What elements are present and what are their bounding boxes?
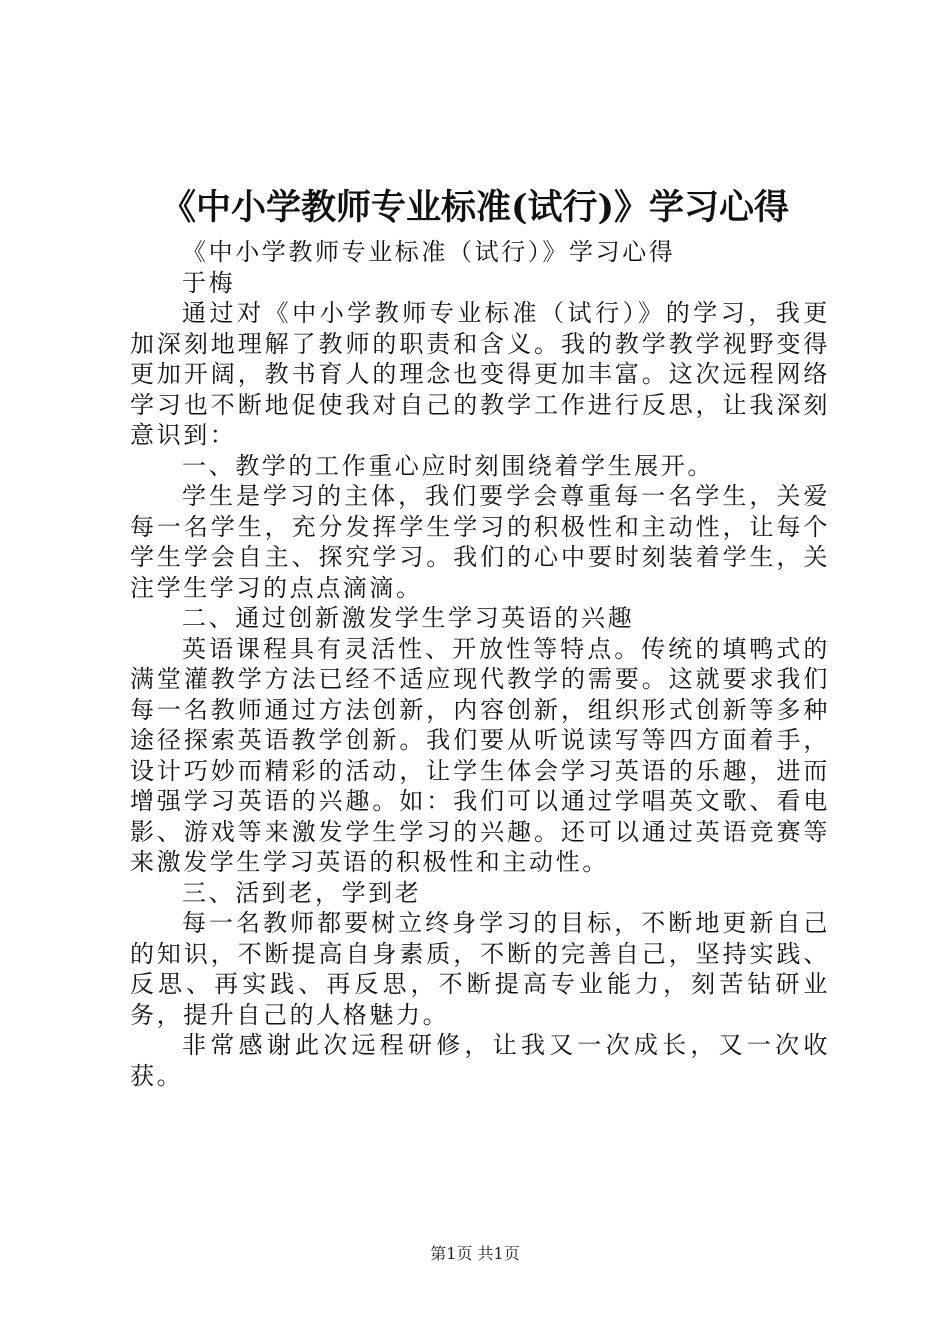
paragraph-author: 于梅	[182, 268, 236, 297]
paragraph-section-2: 英语课程具有灵活性、开放性等特点。传统的填鸭式的满堂灌教学方法已经不适应现代教学的需要。这就要求我们每一名教师通过方法创新，内容创新，组织形式创新等多种途径探索英语教学创新。我们要从听说读写等四方面着手，设计巧妙而精彩的活动，让学生体会学习英语的乐趣，进而增强学习英语的兴趣。如：我们可以通过学唱英文歌、看电影、游戏等来激发学生学习的兴趣。还可以通过英语竞赛等来激发学生学习英语的积极性和主动性。	[130, 634, 830, 876]
document-title: 《中小学教师专业标准(试行)》学习心得	[160, 187, 790, 228]
paragraph-intro: 通过对《中小学教师专业标准（试行）》的学习，我更加深刻地理解了教师的职责和含义。我的教学教学视野变得更加开阔，教书育人的理念也变得更加丰富。这次远程网络学习也不断地促使我对自己的教学工作进行反思，让我深刻意识到：	[130, 299, 830, 449]
paragraph-section-3: 每一名教师都要树立终身学习的目标，不断地更新自己的知识，不断提高自身素质，不断的完善自己，坚持实践、反思、再实践、再反思，不断提高专业能力，刻苦钻研业务，提升自己的人格魅力。	[130, 909, 830, 1029]
section-heading-2: 二、通过创新激发学生学习英语的兴趣	[182, 604, 635, 632]
paragraph-section-1: 学生是学习的主体，我们要学会尊重每一名学生，关爱每一名学生，充分发挥学生学习的积极性和主动性，让每个学生学会自主、探究学习。我们的心中要时刻装着学生，关注学生学习的点点滴滴。	[130, 482, 830, 602]
paragraph-closing: 非常感谢此次远程研修，让我又一次成长，又一次收获。	[130, 1031, 830, 1090]
section-heading-1: 一、教学的工作重心应时刻围绕着学生展开。	[182, 451, 714, 480]
section-heading-3: 三、活到老，学到老	[182, 878, 422, 907]
page-footer: 第1页 共1页	[430, 1244, 520, 1263]
paragraph-subtitle: 《中小学教师专业标准（试行）》学习心得	[182, 238, 676, 266]
document-body	[130, 237, 830, 1091]
